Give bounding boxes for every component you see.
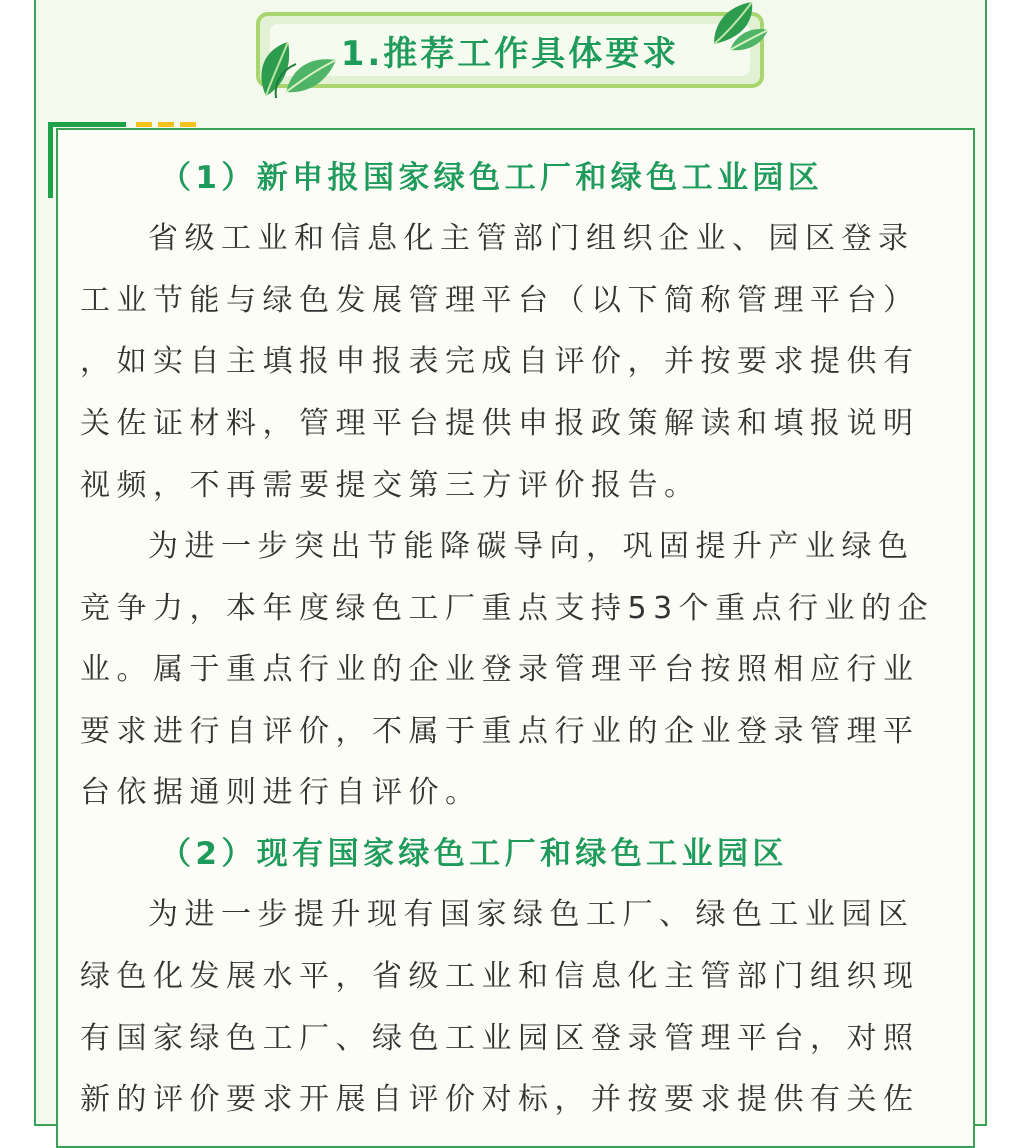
section-title-inner-panel	[270, 24, 750, 76]
paragraph-line: 为进一步突出节能降碳导向，巩固提升产业绿色	[148, 529, 915, 564]
paragraph-line: 新的评价要求开展自评价对标，并按要求提供有关佐	[80, 1082, 920, 1117]
card-dash-accent	[180, 122, 196, 127]
paragraph-line: 竞争力，本年度绿色工厂重点支持53个重点行业的企	[80, 591, 935, 626]
leaf-cluster-icon-left	[252, 34, 338, 100]
card-dash-accent	[136, 122, 152, 127]
paragraph-line: 绿色化发展水平，省级工业和信息化主管部门组织现	[80, 959, 920, 994]
card-dash-accent	[158, 122, 174, 127]
paragraph-line: ，如实自主填报申报表完成自评价，并按要求提供有	[80, 344, 920, 379]
leaf-cluster-icon-right	[708, 0, 770, 52]
subsection-heading: （1）新申报国家绿色工厂和绿色工业园区	[160, 160, 824, 196]
section-title: 1.推荐工作具体要求	[340, 34, 680, 74]
paragraph-line: 关佐证材料，管理平台提供申报政策解读和填报说明	[80, 406, 920, 441]
paragraph-line: 省级工业和信息化主管部门组织企业、园区登录	[148, 221, 915, 256]
paragraph-line: 有国家绿色工厂、绿色工业园区登录管理平台，对照	[80, 1021, 920, 1056]
paragraph-line: 为进一步提升现有国家绿色工厂、绿色工业园区	[148, 897, 915, 932]
paragraph-line: 工业节能与绿色发展管理平台（以下简称管理平台）	[80, 283, 920, 318]
paragraph-line: 视频，不再需要提交第三方评价报告。	[80, 468, 701, 503]
paragraph-line: 要求进行自评价，不属于重点行业的企业登录管理平	[80, 714, 920, 749]
subsection-heading: （2）现有国家绿色工厂和绿色工业园区	[160, 836, 788, 872]
paragraph-line: 业。属于重点行业的企业登录管理平台按照相应行业	[80, 652, 920, 687]
paragraph-line: 台依据通则进行自评价。	[80, 775, 482, 810]
